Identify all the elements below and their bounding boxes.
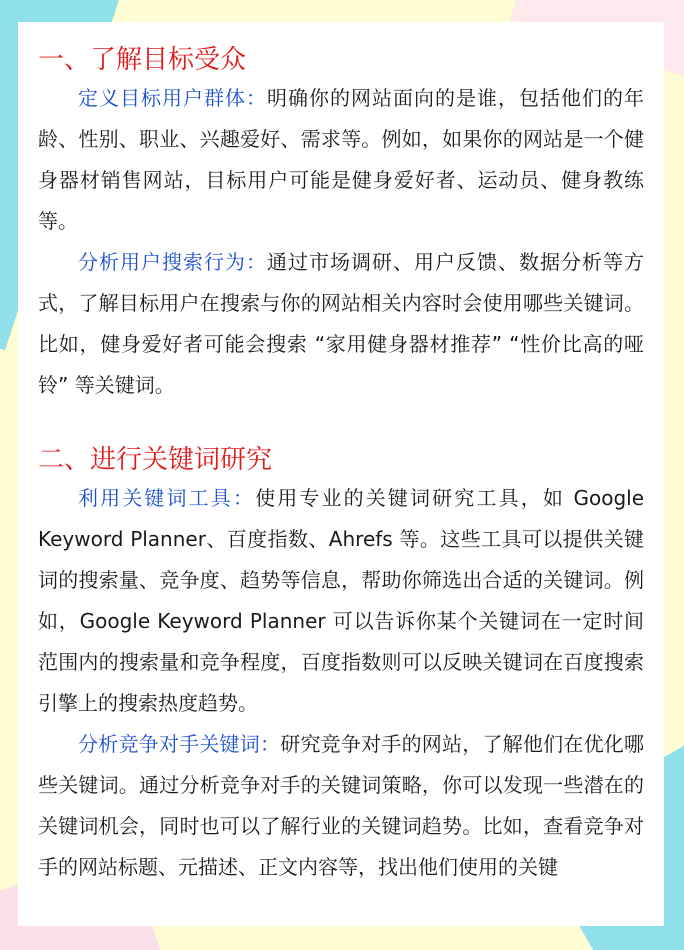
article-card	[18, 22, 664, 926]
paragraph-text: 使用专业的关键词研究工具，如 Google Keyword Planner、百度指数、Ahrefs 等。这些工具可以提供关键词的搜索量、竞争度、趋势等信息，帮助你筛选出合适的关键词。例如，Google Keyword Planner 可以告诉你某个关键词在一定时间范围内的搜索量和竞争程度，百度指数则可以反映关键词在百度搜索引擎上的搜索热度趋势。	[38, 486, 645, 715]
paragraph-define-users	[38, 78, 644, 242]
paragraph-lead: 定义目标用户群体：	[78, 86, 267, 110]
paragraph-text: 研究竞争对手的网站，了解他们在优化哪些关键词。通过分析竞争对手的关键词策略，你可以发现一些潜在的关键词机会，同时也可以了解行业的关键词趋势。比如，查看竞争对手的网站标题、元描述、正文内容等，找出他们使用的关键	[38, 732, 645, 879]
paragraph-keyword-tools	[38, 478, 644, 724]
section-heading: 一、了解目标受众	[38, 45, 247, 75]
article-content	[38, 42, 644, 888]
section-understand-audience	[38, 42, 644, 406]
paragraph-competitor-keywords	[38, 724, 644, 888]
paragraph-lead: 利用关键词工具：	[78, 486, 256, 510]
section-heading: 二、进行关键词研究	[38, 445, 273, 475]
paragraph-text: 通过市场调研、用户反馈、数据分析等方式，了解目标用户在搜索与你的网站相关内容时会使用哪些关键词。比如，健身爱好者可能会搜索 “家用健身器材推荐” “性价比高的哑铃” 等关键词。	[38, 250, 644, 397]
paragraph-text: 明确你的网站面向的是谁，包括他们的年龄、性别、职业、兴趣爱好、需求等。例如，如果你的网站是一个健身器材销售网站，目标用户可能是健身爱好者、运动员、健身教练等。	[38, 86, 644, 233]
section-spacer	[38, 406, 644, 442]
paragraph-lead: 分析用户搜索行为：	[78, 250, 267, 274]
paragraph-search-behavior	[38, 242, 644, 406]
paragraph-lead: 分析竞争对手关键词：	[78, 732, 281, 756]
section-keyword-research	[38, 442, 644, 888]
